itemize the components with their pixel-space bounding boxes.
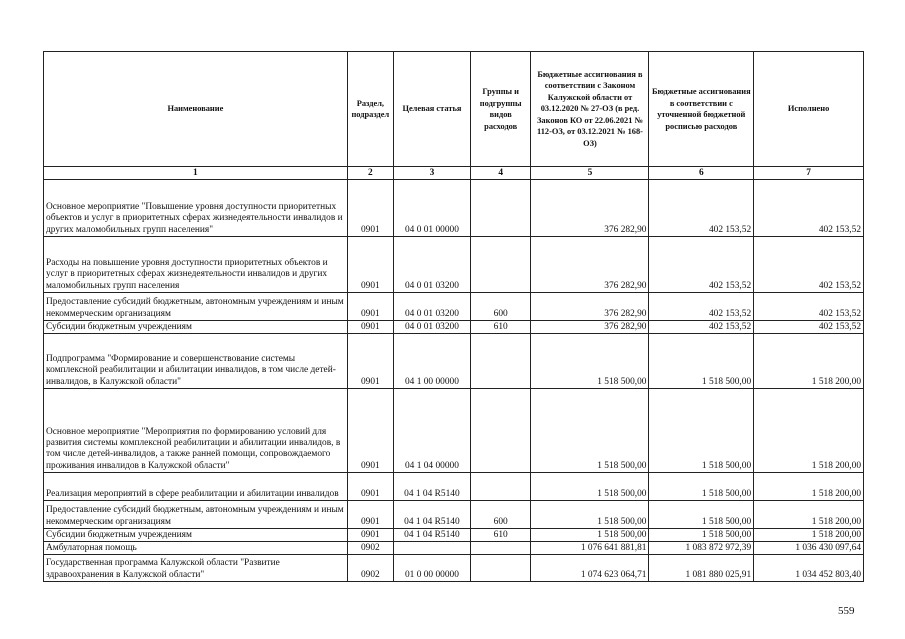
row-group bbox=[470, 237, 531, 293]
table-row bbox=[44, 321, 864, 334]
row-roster-allocation: 1 518 500,00 bbox=[649, 389, 754, 473]
table-row bbox=[44, 389, 864, 473]
row-group bbox=[470, 473, 531, 501]
row-section: 0901 bbox=[347, 501, 393, 529]
row-article: 04 1 04 R5140 bbox=[393, 529, 470, 542]
row-section: 0901 bbox=[347, 473, 393, 501]
row-law-allocation: 1 518 500,00 bbox=[531, 473, 649, 501]
row-article: 04 1 04 00000 bbox=[393, 389, 470, 473]
row-group: 600 bbox=[470, 501, 531, 529]
row-section: 0902 bbox=[347, 555, 393, 582]
table-row bbox=[44, 473, 864, 501]
row-article: 04 0 01 03200 bbox=[393, 321, 470, 334]
table-row bbox=[44, 293, 864, 321]
row-article bbox=[393, 542, 470, 555]
header-group: Группы и подгруппы видов расходов bbox=[470, 52, 531, 167]
row-executed: 402 153,52 bbox=[754, 321, 864, 334]
row-article: 04 1 00 00000 bbox=[393, 334, 470, 389]
row-law-allocation: 1 518 500,00 bbox=[531, 334, 649, 389]
header-executed: Исполнено bbox=[754, 52, 864, 167]
row-section: 0901 bbox=[347, 389, 393, 473]
header-article: Целевая статья bbox=[393, 52, 470, 167]
row-executed: 1 518 200,00 bbox=[754, 473, 864, 501]
row-name: Основное мероприятие "Мероприятия по формированию условий для развития системы комплексной реабилитации и абилитации инвалидов, в том числе детей-инвалидов, а также ранней помощи, сопровождаемого проживания инвалидов в Калужской области" bbox=[44, 389, 348, 473]
row-law-allocation: 1 518 500,00 bbox=[531, 389, 649, 473]
column-number: 6 bbox=[649, 167, 754, 180]
row-executed: 402 153,52 bbox=[754, 293, 864, 321]
row-executed: 1 518 200,00 bbox=[754, 501, 864, 529]
row-roster-allocation: 1 518 500,00 bbox=[649, 529, 754, 542]
row-group: 610 bbox=[470, 321, 531, 334]
row-executed: 1 036 430 097,64 bbox=[754, 542, 864, 555]
header-row bbox=[44, 52, 864, 167]
row-roster-allocation: 1 518 500,00 bbox=[649, 501, 754, 529]
row-roster-allocation: 1 518 500,00 bbox=[649, 473, 754, 501]
table-row bbox=[44, 542, 864, 555]
row-law-allocation: 376 282,90 bbox=[531, 321, 649, 334]
row-law-allocation: 1 518 500,00 bbox=[531, 501, 649, 529]
table-row bbox=[44, 237, 864, 293]
column-number: 5 bbox=[531, 167, 649, 180]
row-section: 0901 bbox=[347, 334, 393, 389]
row-name: Предоставление субсидий бюджетным, автономным учреждениям и иным некоммерческим организациям bbox=[44, 293, 348, 321]
row-roster-allocation: 1 518 500,00 bbox=[649, 334, 754, 389]
header-roster-allocation: Бюджетные ассигнования в соответствии с уточненной бюджетной росписью расходов bbox=[649, 52, 754, 167]
header-name: Наименование bbox=[44, 52, 348, 167]
header-section: Раздел, подраздел bbox=[347, 52, 393, 167]
row-name: Амбулаторная помощь bbox=[44, 542, 348, 555]
row-name: Субсидии бюджетным учреждениям bbox=[44, 529, 348, 542]
row-group bbox=[470, 555, 531, 582]
row-name: Субсидии бюджетным учреждениям bbox=[44, 321, 348, 334]
column-number: 4 bbox=[470, 167, 531, 180]
row-group bbox=[470, 180, 531, 237]
column-number: 7 bbox=[754, 167, 864, 180]
row-name: Государственная программа Калужской области "Развитие здравоохранения в Калужской области" bbox=[44, 555, 348, 582]
row-article: 01 0 00 00000 bbox=[393, 555, 470, 582]
row-group: 600 bbox=[470, 293, 531, 321]
table-row bbox=[44, 180, 864, 237]
row-group bbox=[470, 389, 531, 473]
row-roster-allocation: 402 153,52 bbox=[649, 180, 754, 237]
row-name: Основное мероприятие "Повышение уровня доступности приоритетных объектов и услуг в приоритетных сферах жизнедеятельности инвалидов и других маломобильных групп населения" bbox=[44, 180, 348, 237]
row-executed: 1 034 452 803,40 bbox=[754, 555, 864, 582]
row-law-allocation: 376 282,90 bbox=[531, 293, 649, 321]
table-row bbox=[44, 334, 864, 389]
header-law-allocation: Бюджетные ассигнования в соответствии с Законом Калужской области от 03.12.2020 № 27-ОЗ (в ред. Законов КО от 22.06.2021 № 112-ОЗ, от 03.12.2021 № 168-ОЗ) bbox=[531, 52, 649, 167]
row-executed: 402 153,52 bbox=[754, 180, 864, 237]
row-article: 04 0 01 03200 bbox=[393, 293, 470, 321]
row-section: 0901 bbox=[347, 293, 393, 321]
row-roster-allocation: 402 153,52 bbox=[649, 293, 754, 321]
row-executed: 1 518 200,00 bbox=[754, 389, 864, 473]
row-article: 04 0 01 03200 bbox=[393, 237, 470, 293]
row-section: 0902 bbox=[347, 542, 393, 555]
row-executed: 1 518 200,00 bbox=[754, 334, 864, 389]
row-article: 04 1 04 R5140 bbox=[393, 473, 470, 501]
row-roster-allocation: 402 153,52 bbox=[649, 321, 754, 334]
column-number: 2 bbox=[347, 167, 393, 180]
row-name: Реализация мероприятий в сфере реабилитации и абилитации инвалидов bbox=[44, 473, 348, 501]
row-law-allocation: 1 076 641 881,81 bbox=[531, 542, 649, 555]
row-law-allocation: 1 518 500,00 bbox=[531, 529, 649, 542]
row-section: 0901 bbox=[347, 529, 393, 542]
row-group bbox=[470, 334, 531, 389]
row-name: Предоставление субсидий бюджетным, автономным учреждениям и иным некоммерческим организациям bbox=[44, 501, 348, 529]
budget-table bbox=[43, 51, 864, 582]
row-name: Подпрограмма "Формирование и совершенствование системы комплексной реабилитации и абилитации инвалидов, в том числе детей-инвалидов, в Калужской области" bbox=[44, 334, 348, 389]
table-row bbox=[44, 555, 864, 582]
row-group bbox=[470, 542, 531, 555]
row-section: 0901 bbox=[347, 237, 393, 293]
row-article: 04 0 01 00000 bbox=[393, 180, 470, 237]
row-roster-allocation: 1 083 872 972,39 bbox=[649, 542, 754, 555]
row-law-allocation: 376 282,90 bbox=[531, 180, 649, 237]
row-group: 610 bbox=[470, 529, 531, 542]
row-roster-allocation: 1 081 880 025,91 bbox=[649, 555, 754, 582]
row-section: 0901 bbox=[347, 180, 393, 237]
table-row bbox=[44, 529, 864, 542]
row-section: 0901 bbox=[347, 321, 393, 334]
row-article: 04 1 04 R5140 bbox=[393, 501, 470, 529]
page-number: 559 bbox=[838, 605, 855, 617]
row-executed: 1 518 200,00 bbox=[754, 529, 864, 542]
row-roster-allocation: 402 153,52 bbox=[649, 237, 754, 293]
column-number-row bbox=[44, 167, 864, 180]
row-executed: 402 153,52 bbox=[754, 237, 864, 293]
row-law-allocation: 1 074 623 064,71 bbox=[531, 555, 649, 582]
column-number: 3 bbox=[393, 167, 470, 180]
row-name: Расходы на повышение уровня доступности приоритетных объектов и услуг в приоритетных сферах жизнедеятельности инвалидов и других маломобильных групп населения bbox=[44, 237, 348, 293]
table-row bbox=[44, 501, 864, 529]
row-law-allocation: 376 282,90 bbox=[531, 237, 649, 293]
column-number: 1 bbox=[44, 167, 348, 180]
